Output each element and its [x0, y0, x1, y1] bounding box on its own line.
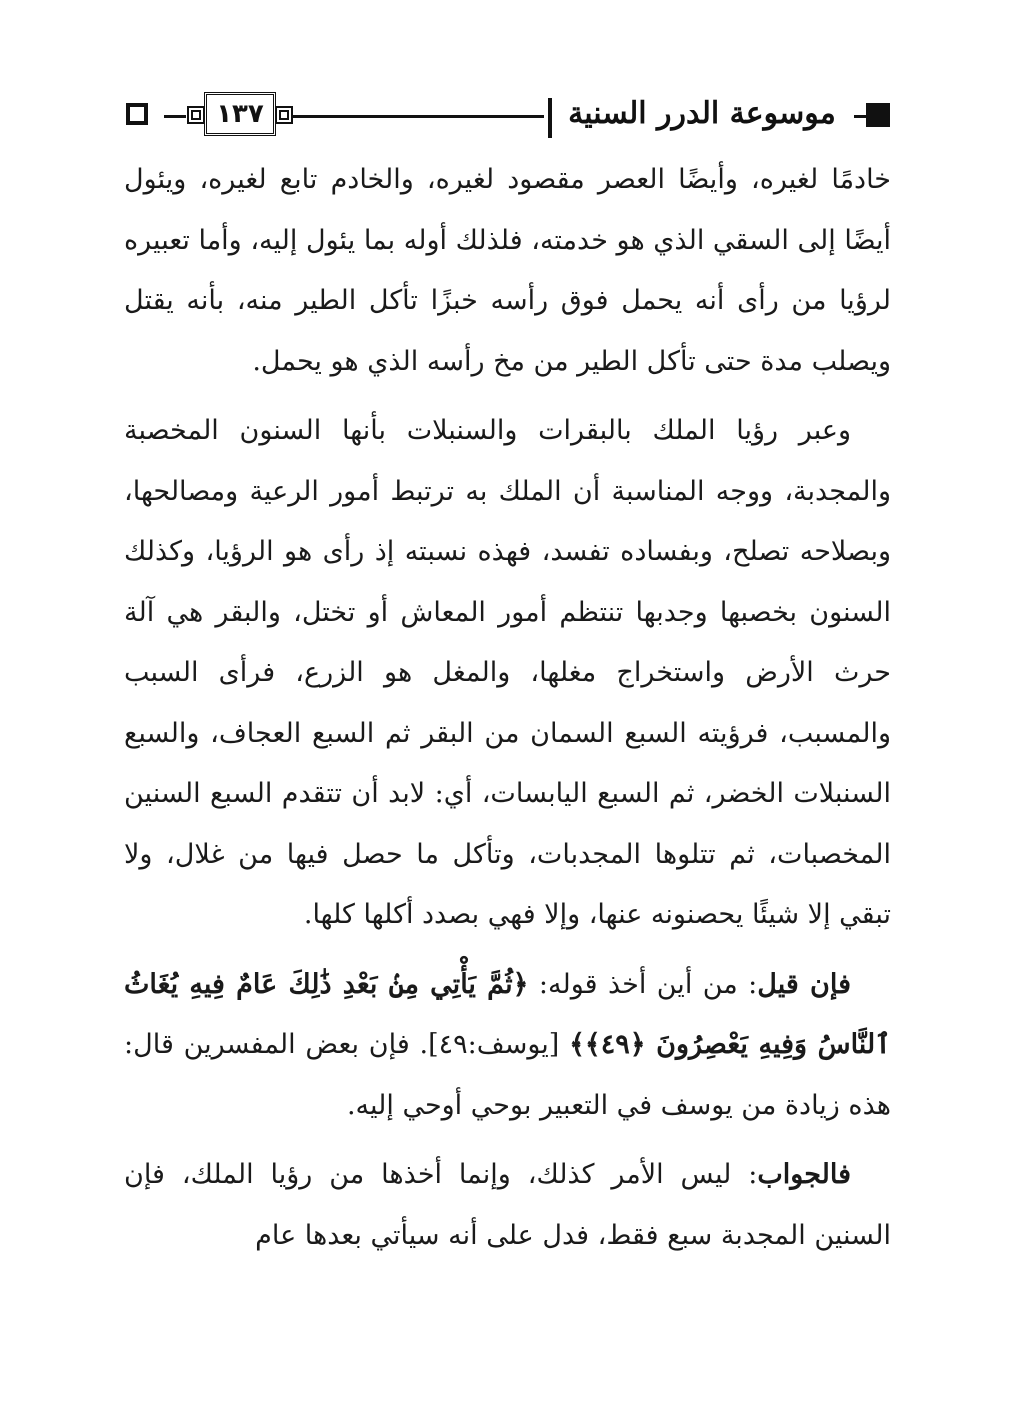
paragraph-lead: فإن قيل: [757, 968, 851, 1000]
header-rule: [292, 115, 544, 118]
paragraph: خادمًا لغيره، وأيضًا العصر مقصود لغيره، والخادم تابع لغيره، ويئول أيضًا إلى السقي الذي هو خدمته، فلذلك أوله بما يئول إليه، وأما تعبيره لرؤيا من رأى أنه يحمل فوق رأسه خبزًا تأكل الطير منه، بأنه يقتل ويصلب مدة حتى تأكل الطير من مخ رأسه الذي هو يحمل.: [124, 164, 891, 377]
paragraph-lead: فالجواب: [757, 1159, 851, 1190]
paragraph-text: [يوسف:٤٩]. فإن بعض المفسرين قال: هذه زيادة من يوسف في التعبير بوحي أوحي إليه.: [124, 1029, 891, 1121]
page-body: [124, 150, 891, 1266]
header-rule: [854, 115, 866, 118]
knot-ornament-icon: [186, 103, 206, 127]
paragraph-text: : ليس الأمر كذلك، وإنما أخذها من رؤيا الملك، فإن السنين المجدبة سبع فقط، فدل على أنه سيأتي بعدها عام: [124, 1159, 891, 1251]
header-title: موسوعة الدرر السنية: [568, 95, 836, 131]
paragraph: وعبر رؤيا الملك بالبقرات والسنبلات بأنها السنون المخصبة والمجدبة، ووجه المناسبة أن الملك به ترتبط أمور الرعية ومصالحها، وبصلاحه تصلح، وبفساده تفسد، فهذه نسبته إذ رأى هو الرؤيا، وكذلك السنون بخصبها وجدبها تنتظم أمور المعاش أو تختل، والبقر هي آلة حرث الأرض واستخراج مغلها، والمغل هو الزرع، فرأى السبب والمسبب، فرؤيته السبع السمان من البقر ثم السبع العجاف، والسبع السنبلات الخضر، ثم السبع اليابسات، أي: لابد أن تتقدم السبع السنين المخصبات، ثم تتلوها المجدبات، وتأكل ما حصل فيها من غلال، ولا تبقي إلا شيئًا يحصنونه عنها، وإلا فهي بصدد أكلها كلها.: [124, 415, 891, 930]
header-ornament-right: [866, 103, 890, 127]
page-number: ١٣٧: [204, 92, 276, 136]
header-ornament-left: [126, 103, 148, 125]
quran-verse: ﴿ثُمَّ يَأْتِي مِنۢ بَعْدِ ذَٰلِكَ عَامٌ فِيهِ يُغَاثُ ٱلنَّاسُ وَفِيهِ يَعْصِرُونَ ﴿٤٩﴾﴾: [124, 968, 892, 1060]
paragraph: [124, 1145, 891, 1266]
knot-ornament-icon: [274, 103, 294, 127]
paragraph: [124, 955, 891, 1137]
paragraph-text: : من أين أخذ قوله:: [528, 968, 758, 1000]
page-header: [124, 82, 891, 144]
header-rule: [164, 115, 186, 118]
